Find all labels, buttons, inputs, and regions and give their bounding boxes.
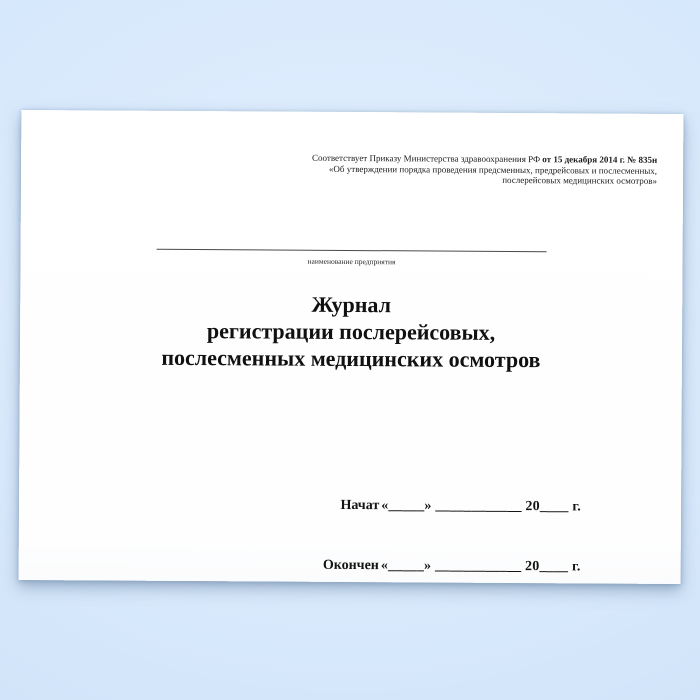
journal-title-line-3: послесменных медицинских осмотров: [161, 344, 541, 373]
compliance-order-reference: от 15 декабря 2014 г. № 835н: [542, 154, 658, 165]
journal-title-line-2: регистрации послерейсовых,: [206, 318, 496, 345]
compliance-note: [227, 152, 657, 186]
date-finished-fields: «_____» ____________ 20____ г.: [380, 558, 581, 575]
journal-title-line-1: Журнал: [311, 291, 392, 318]
organization-name-blank: [156, 249, 546, 270]
compliance-line-3: послерейсовых медицинских осмотров»: [502, 174, 658, 186]
date-started-row: [321, 496, 581, 518]
dates-block: [321, 456, 582, 618]
journal-title: [20, 289, 682, 374]
compliance-line-1-text: Соответствует Приказу Министерства здравоохранения РФ: [311, 152, 543, 165]
date-started-fields: «_____» ____________ 20____ г.: [381, 498, 582, 515]
date-finished-row: [321, 556, 581, 578]
journal-cover-sheet: [19, 110, 684, 584]
date-finished-label: Окончен: [322, 557, 379, 574]
organization-name-caption: наименование предприятия: [307, 256, 396, 267]
compliance-line-2: «Об утверждении порядка проведения предсменных, предрейсовых и послесменных,: [328, 163, 658, 176]
date-started-label: Начат: [340, 497, 380, 514]
